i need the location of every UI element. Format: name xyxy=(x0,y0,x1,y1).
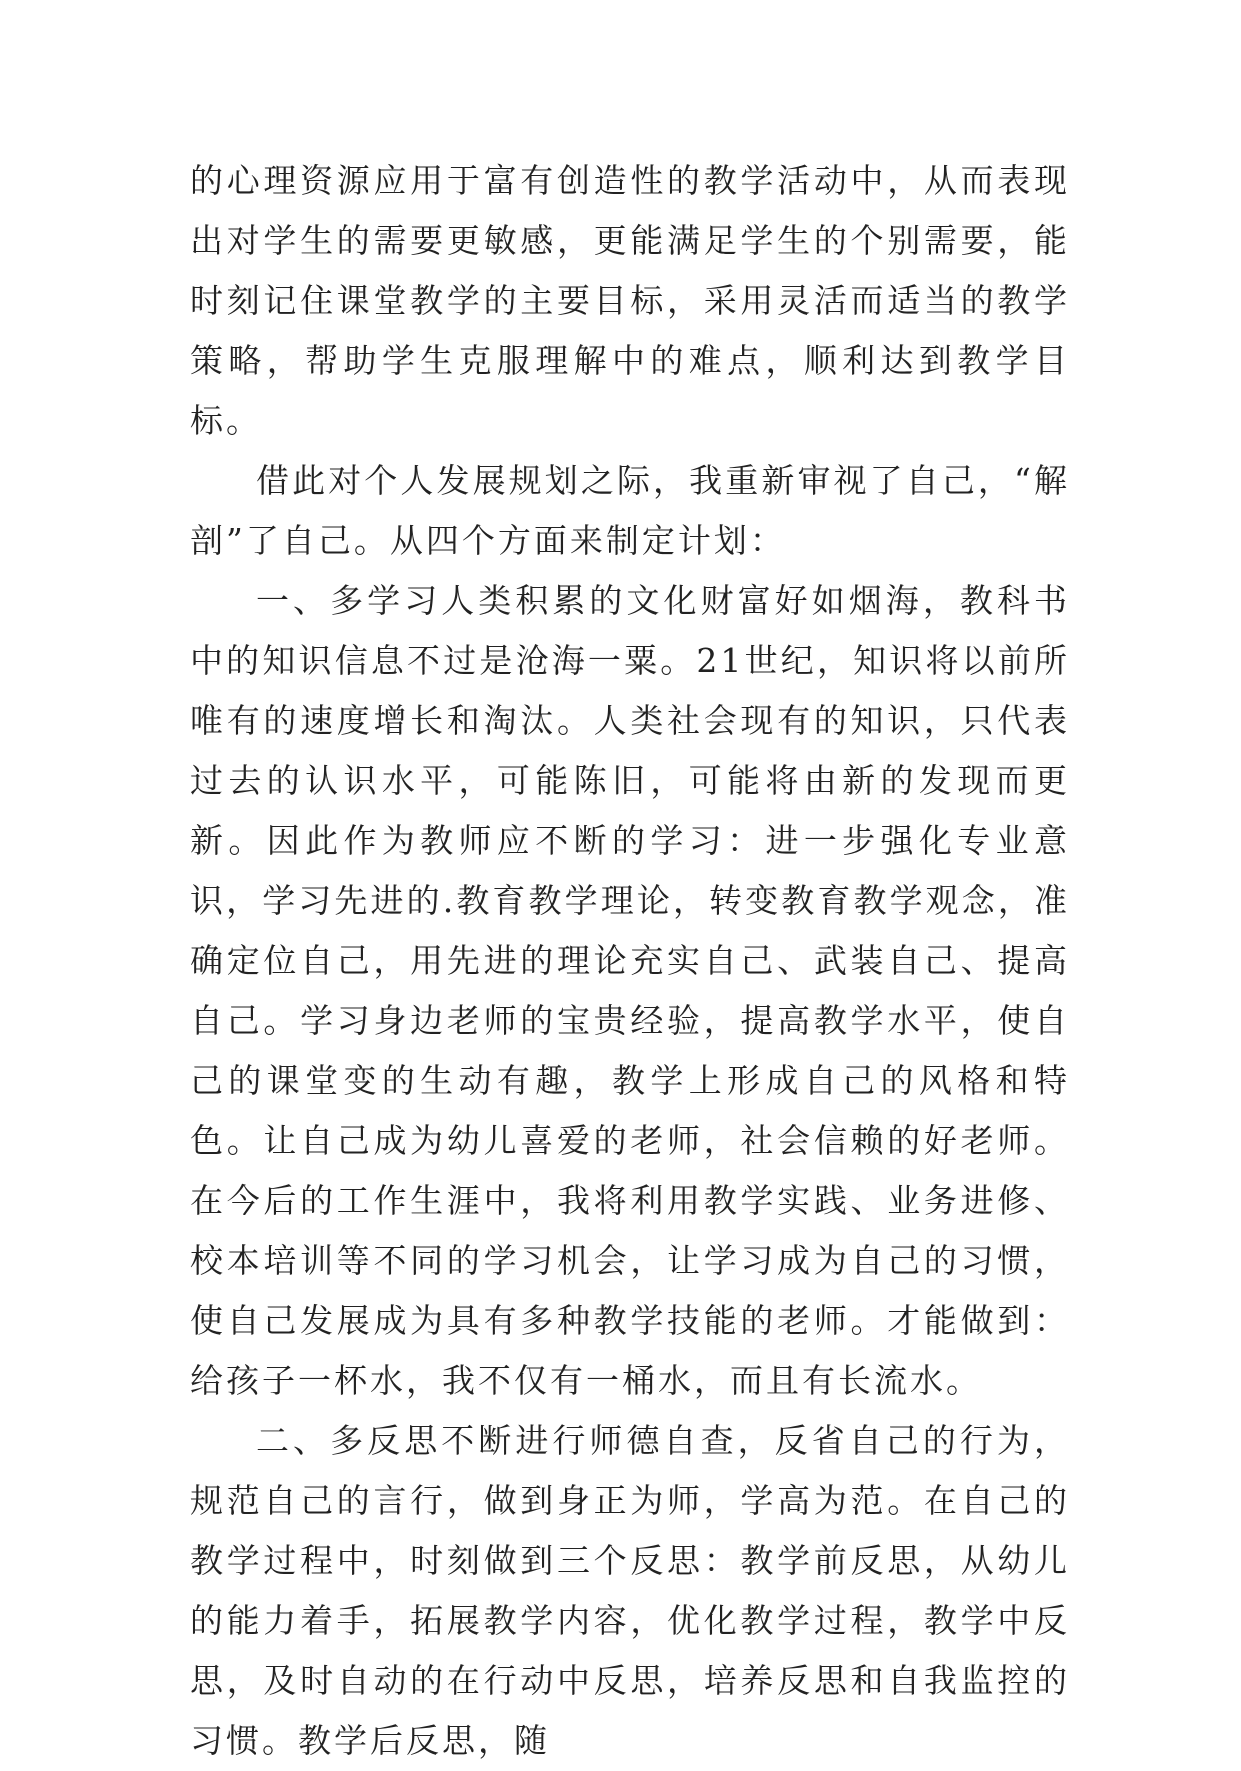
paragraph-learn-more: 一、多学习人类积累的文化财富好如烟海，教科书中的知识信息不过是沧海一粟。21世纪，知识将以前所唯有的速度增长和淘汰。人类社会现有的知识，只代表过去的认识水平，可能陈旧，可能将由新的发现而更新。因此作为教师应不断的学习：进一步强化专业意识，学习先进的.教育教学理论，转变教育教学观念，准确定位自己，用先进的理论充实自己、武装自己、提高自己。学习身边老师的宝贵经验，提高教学水平，使自己的课堂变的生动有趣，教学上形成自己的风格和特色。让自己成为幼儿喜爱的老师，社会信赖的好老师。在今后的工作生涯中，我将利用教学实践、业务进修、校本培训等不同的学习机会，让学习成为自己的习惯，使自己发展成为具有多种教学技能的老师。才能做到：给孩子一杯水，我不仅有一桶水，而且有长流水。 xyxy=(190,581,1070,1400)
paragraph-continuation: 的心理资源应用于富有创造性的教学活动中，从而表现出对学生的需要更敏感，更能满足学生的个别需要，能时刻记住课堂教学的主要目标，采用灵活而适当的教学策略，帮助学生克服理解中的难点，顺利达到教学目标。 xyxy=(190,161,1070,440)
paragraph-reflect-more: 二、多反思不断进行师德自查，反省自己的行为，规范自己的言行，做到身正为师，学高为范。在自己的教学过程中，时刻做到三个反思：教学前反思，从幼儿的能力着手，拓展教学内容，优化教学过程，教学中反思，及时自动的在行动中反思，培养反思和自我监控的习惯。教学后反思，随 xyxy=(190,1421,1070,1760)
paragraph-self-review: 借此对个人发展规划之际，我重新审视了自己，“解剖”了自己。从四个方面来制定计划： xyxy=(190,461,1070,560)
document-body xyxy=(190,151,1070,1771)
